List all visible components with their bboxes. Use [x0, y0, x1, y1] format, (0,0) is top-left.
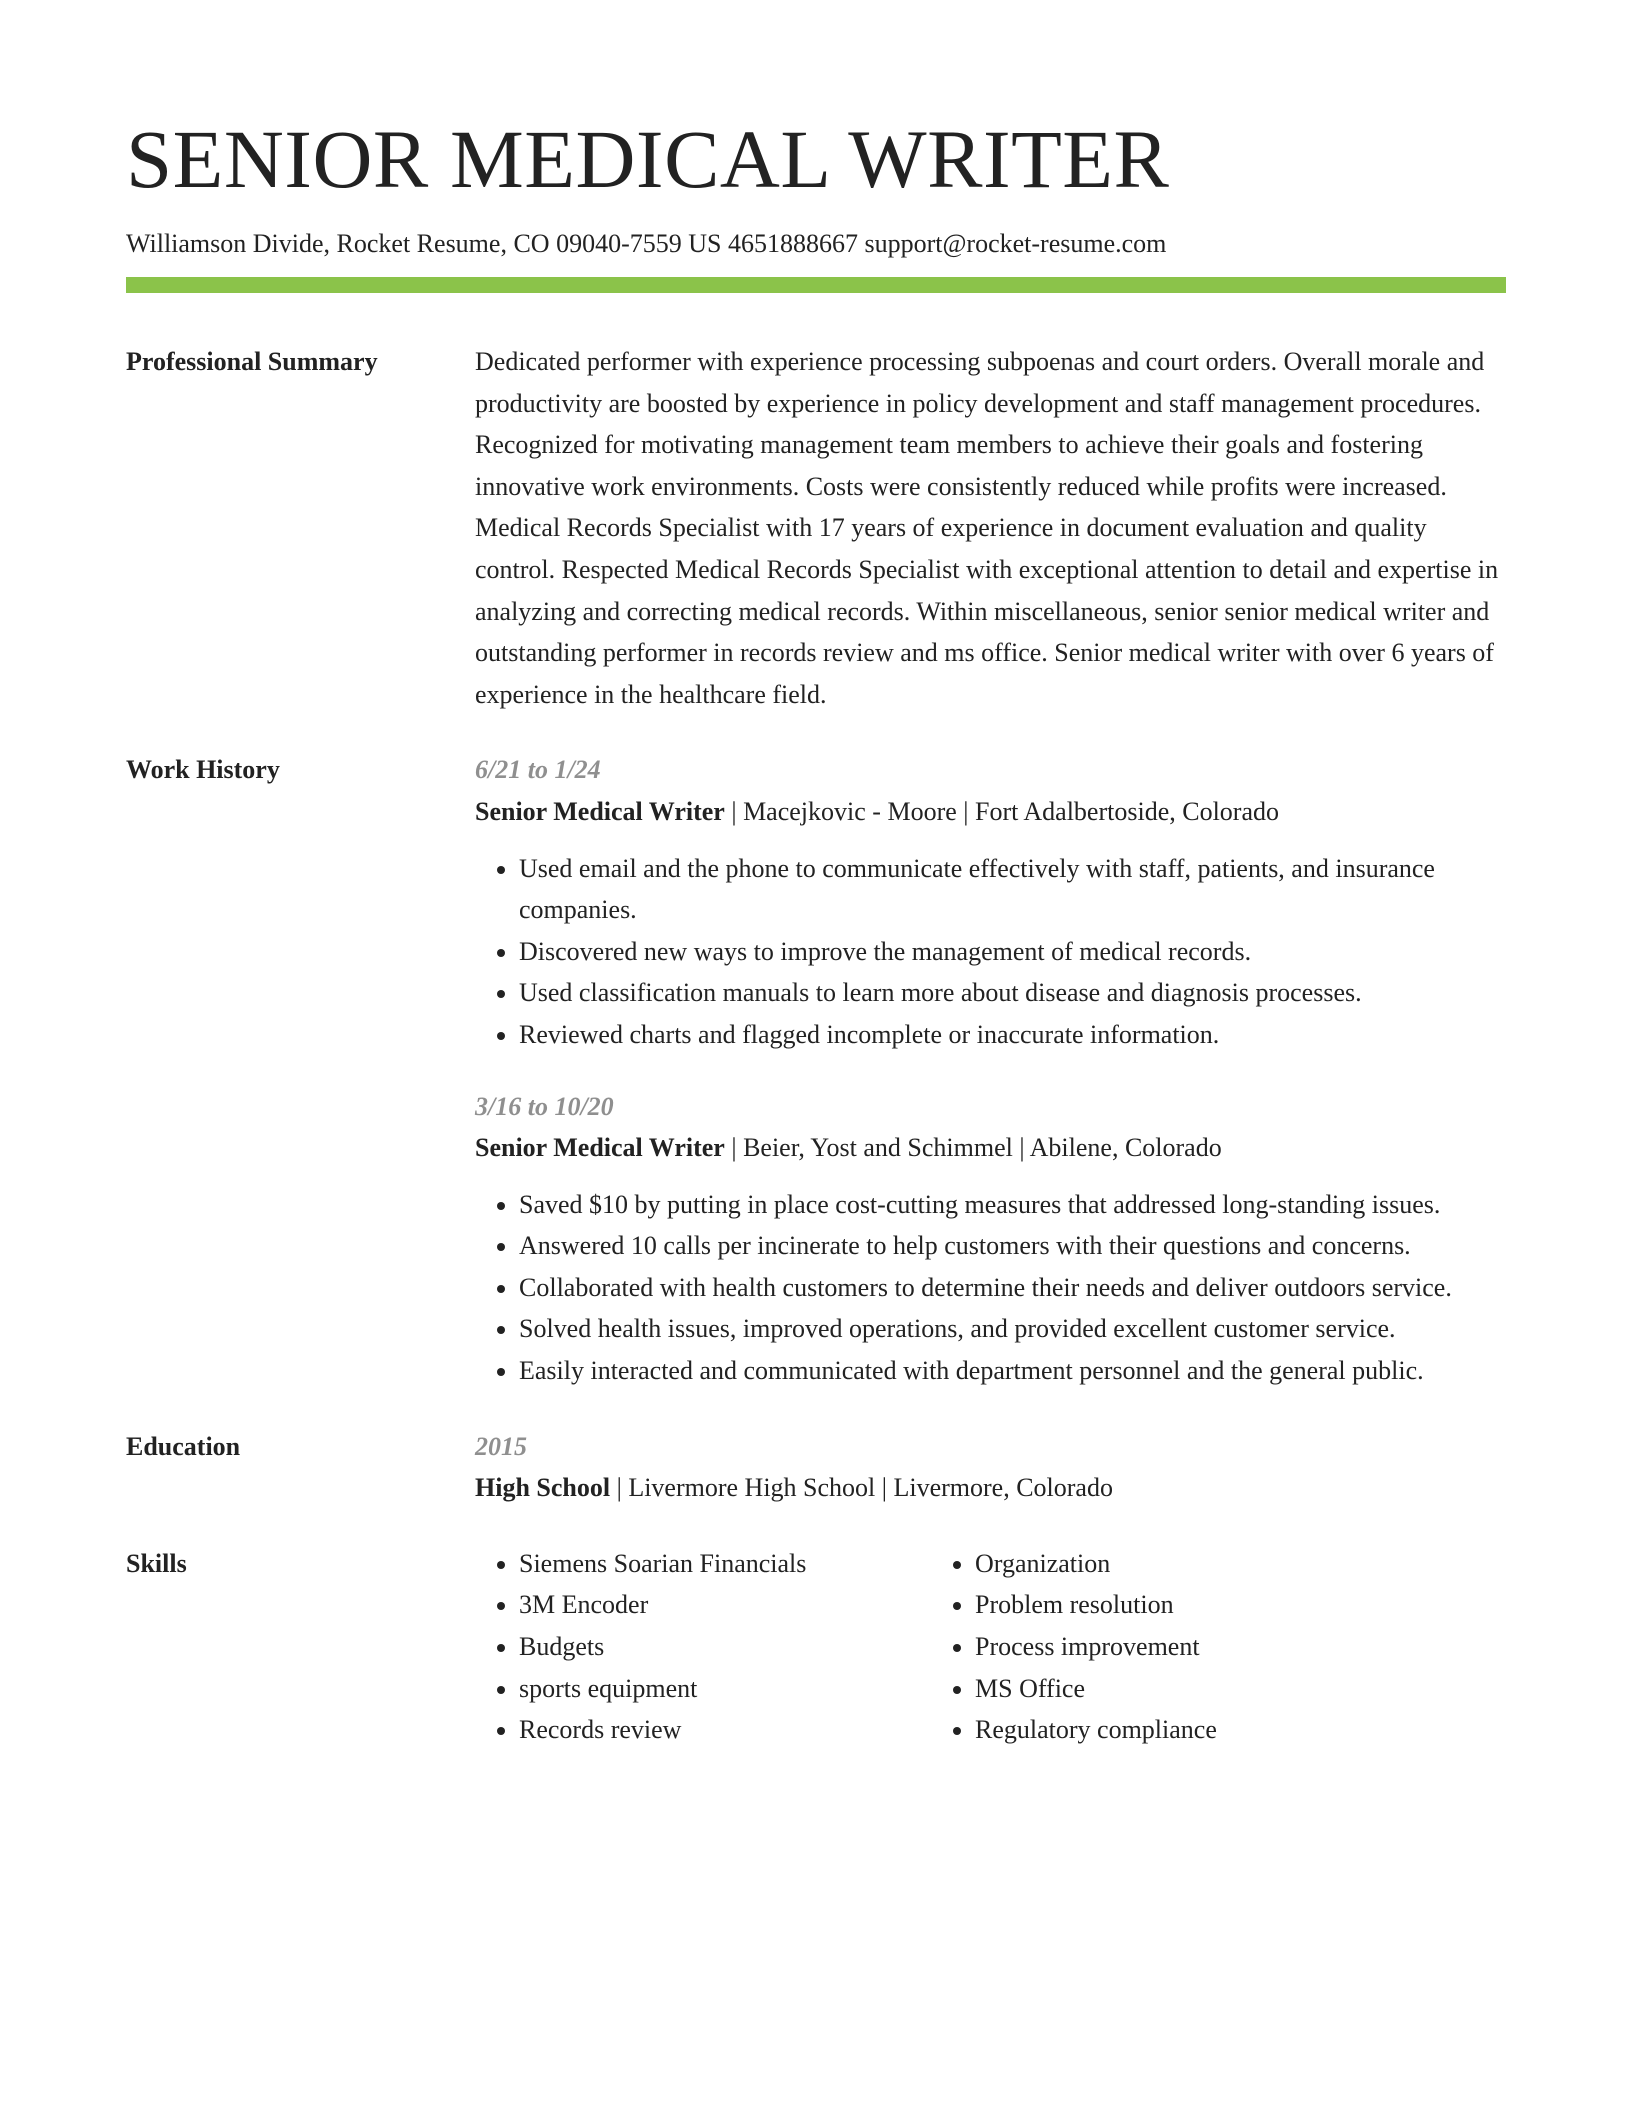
skills-section	[126, 1543, 1506, 1751]
skills-heading: Skills	[126, 1548, 187, 1578]
education-heading: Education	[126, 1431, 241, 1461]
job-entry	[475, 749, 1506, 1055]
work-history-section	[126, 749, 1506, 1391]
job-bullet: • Used email and the phone to communicate effectively with staff, patients, and insurance companies.	[519, 848, 1506, 931]
education-location: | Livermore, Colorado	[875, 1473, 1113, 1502]
skill-item: • sports equipment	[519, 1668, 931, 1710]
education-body	[475, 1426, 1506, 1509]
job-title: Senior Medical Writer	[475, 1133, 725, 1163]
skill-item: • Budgets	[519, 1626, 931, 1668]
skills-body	[475, 1543, 1506, 1751]
skill-item: • MS Office	[975, 1668, 1506, 1710]
summary-section	[126, 341, 1506, 715]
job-bullet: • Answered 10 calls per incinerate to help customers with their questions and concerns.	[519, 1225, 1506, 1267]
job-bullet: • Discovered new ways to improve the management of medical records.	[519, 931, 1506, 973]
skill-item: • Problem resolution	[975, 1584, 1506, 1626]
contact-phone: 4651888667	[727, 229, 858, 258]
education-section	[126, 1426, 1506, 1509]
job-company: | Beier, Yost and Schimmel	[725, 1133, 1013, 1162]
work-history-heading: Work History	[126, 755, 280, 785]
skill-item: • Siemens Soarian Financials	[519, 1543, 931, 1585]
job-bullets	[475, 1184, 1506, 1392]
education-school: | Livermore High School	[610, 1473, 875, 1502]
education-degree: High School	[475, 1473, 611, 1503]
skills-column-1	[475, 1543, 931, 1751]
contact-email: support@rocket-resume.com	[864, 229, 1167, 258]
skill-item: • Regulatory compliance	[975, 1709, 1506, 1751]
education-line	[475, 1467, 1506, 1509]
skill-item: • Process improvement	[975, 1626, 1506, 1668]
skill-item: • Records review	[519, 1709, 931, 1751]
contact-line	[126, 227, 1506, 261]
job-location: | Abilene, Colorado	[1013, 1133, 1222, 1162]
skill-item: • 3M Encoder	[519, 1584, 931, 1626]
job-bullet: • Saved $10 by putting in place cost-cutting measures that addressed long-standing issues.	[519, 1184, 1506, 1226]
resume-title: SENIOR MEDICAL WRITER	[126, 113, 1170, 205]
job-bullets	[475, 848, 1506, 1056]
job-bullet: • Easily interacted and communicated with department personnel and the general public.	[519, 1350, 1506, 1392]
job-bullet: • Solved health issues, improved operations, and provided excellent customer service.	[519, 1308, 1506, 1350]
education-dates: 2015	[475, 1431, 527, 1461]
job-title: Senior Medical Writer	[475, 796, 725, 826]
work-history-body	[475, 749, 1506, 1391]
job-bullet: • Reviewed charts and flagged incomplete or inaccurate information.	[519, 1014, 1506, 1056]
contact-address: Williamson Divide, Rocket Resume, CO 09040-7559 US	[126, 229, 722, 258]
job-bullet: • Collaborated with health customers to determine their needs and deliver outdoors service.	[519, 1267, 1506, 1309]
job-company: | Macejkovic - Moore	[725, 797, 957, 826]
job-entry	[475, 1086, 1506, 1392]
summary-text: Dedicated performer with experience processing subpoenas and court orders. Overall morale and productivity are boosted by experience in policy development and staff management procedures. Recognized for motivating management team members to achieve their goals and fostering innovative work environments. Costs were consistently reduced while profits were increased. Medical Records Specialist with 17 years of experience in document evaluation and quality control. Respected Medical Records Specialist with exceptional attention to detail and expertise in analyzing and correcting medical records. Within miscellaneous, senior senior medical writer and outstanding performer in records review and ms office. Senior medical writer with over 6 years of experience in the healthcare field.	[475, 347, 1499, 709]
job-dates: 6/21 to 1/24	[475, 755, 601, 785]
job-role-line	[475, 791, 1506, 833]
job-role-line	[475, 1127, 1506, 1169]
job-dates: 3/16 to 10/20	[475, 1091, 614, 1121]
header-divider	[126, 277, 1506, 293]
job-bullet: • Used classification manuals to learn more about disease and diagnosis processes.	[519, 972, 1506, 1014]
summary-body	[475, 341, 1506, 715]
skill-item: • Organization	[975, 1543, 1506, 1585]
skills-columns	[475, 1543, 1506, 1751]
skills-column-2	[931, 1543, 1506, 1751]
summary-heading: Professional Summary	[126, 347, 378, 376]
job-location: | Fort Adalbertoside, Colorado	[957, 797, 1279, 826]
